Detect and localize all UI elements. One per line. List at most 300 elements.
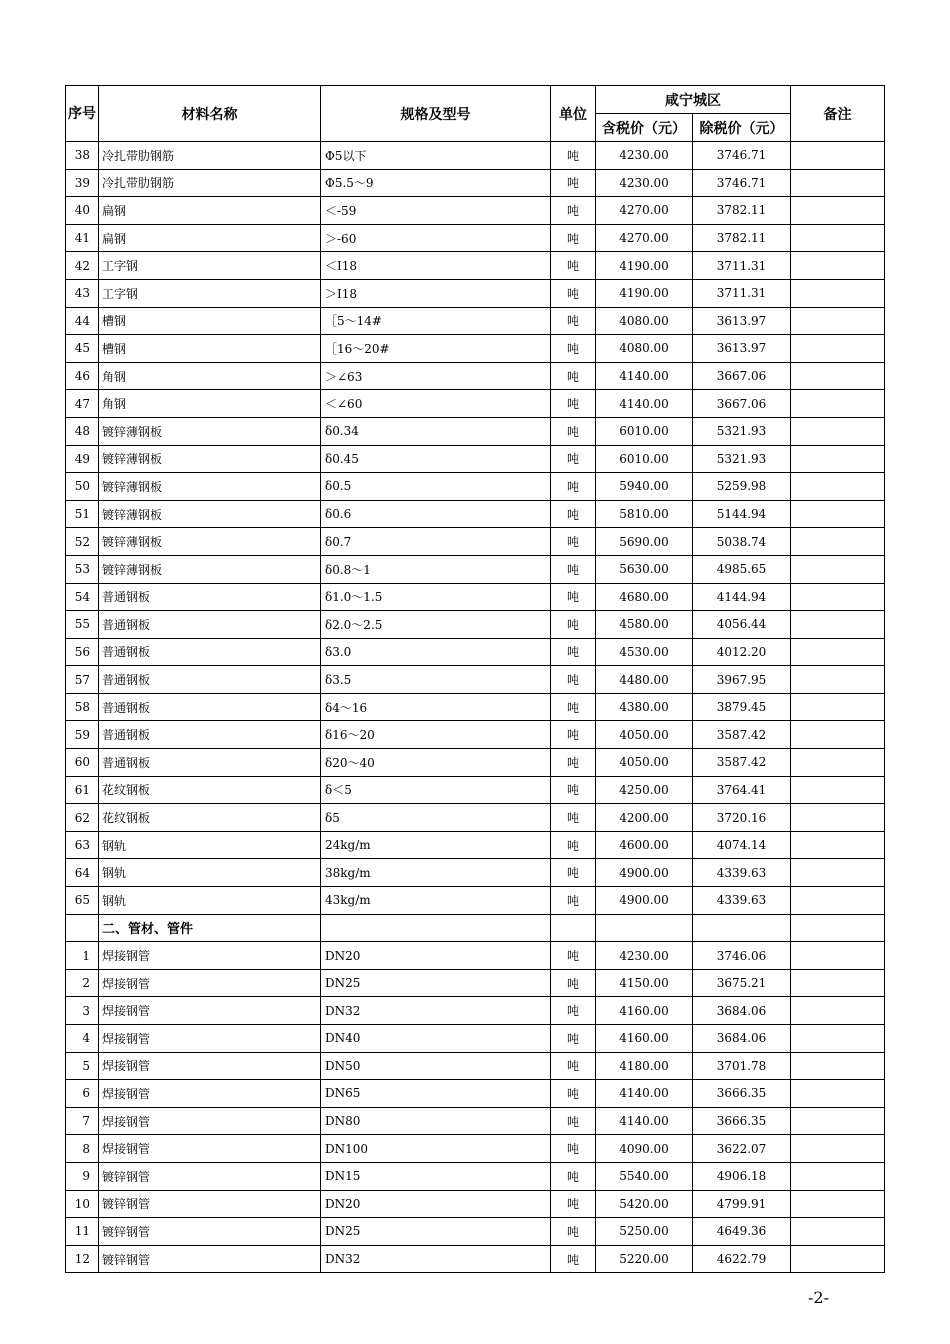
row-unit: 吨 <box>551 307 596 335</box>
row-price-without-tax: 3711.31 <box>693 252 791 280</box>
table-row <box>66 611 885 639</box>
row-material-name: 角钢 <box>99 390 321 418</box>
row-seq: 63 <box>66 831 99 859</box>
table-row <box>66 1080 885 1108</box>
row-seq: 6 <box>66 1080 99 1108</box>
row-price-without-tax: 3667.06 <box>693 362 791 390</box>
row-material-name: 焊接钢管 <box>99 969 321 997</box>
row-seq: 47 <box>66 390 99 418</box>
row-seq: 52 <box>66 528 99 556</box>
row-material-name: 镀锌薄钢板 <box>99 555 321 583</box>
row-price-with-tax: 4250.00 <box>596 776 693 804</box>
row-unit: 吨 <box>551 390 596 418</box>
row-seq: 39 <box>66 169 99 197</box>
row-spec: DN25 <box>321 969 551 997</box>
row-note <box>791 831 885 859</box>
row-spec: DN100 <box>321 1135 551 1163</box>
row-seq: 48 <box>66 417 99 445</box>
row-unit: 吨 <box>551 666 596 694</box>
row-seq: 58 <box>66 693 99 721</box>
table-row <box>66 583 885 611</box>
row-seq: 1 <box>66 942 99 970</box>
row-price-with-tax: 4900.00 <box>596 859 693 887</box>
row-price-with-tax: 4160.00 <box>596 997 693 1025</box>
table-row <box>66 417 885 445</box>
row-price-without-tax: 3764.41 <box>693 776 791 804</box>
row-note <box>791 224 885 252</box>
row-unit: 吨 <box>551 859 596 887</box>
row-material-name: 焊接钢管 <box>99 1025 321 1053</box>
row-unit: 吨 <box>551 1218 596 1246</box>
row-seq: 5 <box>66 1052 99 1080</box>
row-material-name: 槽钢 <box>99 307 321 335</box>
table-row <box>66 279 885 307</box>
table-row <box>66 500 885 528</box>
row-note <box>791 555 885 583</box>
row-price-with-tax: 4200.00 <box>596 804 693 832</box>
table-row <box>66 721 885 749</box>
row-note <box>791 390 885 418</box>
row-unit: 吨 <box>551 1080 596 1108</box>
row-price-without-tax: 3879.45 <box>693 693 791 721</box>
row-seq: 56 <box>66 638 99 666</box>
row-price-without-tax: 3746.71 <box>693 142 791 170</box>
row-spec: DN20 <box>321 1190 551 1218</box>
row-material-name: 工字钢 <box>99 252 321 280</box>
row-price-with-tax: 4180.00 <box>596 1052 693 1080</box>
row-spec: δ5 <box>321 804 551 832</box>
row-material-name: 钢轨 <box>99 859 321 887</box>
row-note <box>791 252 885 280</box>
row-price-without-tax: 3675.21 <box>693 969 791 997</box>
row-price-with-tax: 4140.00 <box>596 362 693 390</box>
row-price-without-tax: 4339.63 <box>693 859 791 887</box>
row-price-with-tax: 6010.00 <box>596 445 693 473</box>
row-seq: 45 <box>66 335 99 363</box>
row-unit: 吨 <box>551 473 596 501</box>
row-price-with-tax: 4150.00 <box>596 969 693 997</box>
row-note <box>791 997 885 1025</box>
row-seq: 54 <box>66 583 99 611</box>
row-note <box>791 969 885 997</box>
row-price-with-tax: 4190.00 <box>596 252 693 280</box>
row-note <box>791 1052 885 1080</box>
row-unit: 吨 <box>551 997 596 1025</box>
row-price-with-tax: 5250.00 <box>596 1218 693 1246</box>
row-price-without-tax: 4144.94 <box>693 583 791 611</box>
row-unit: 吨 <box>551 445 596 473</box>
row-note <box>791 1025 885 1053</box>
row-spec: DN40 <box>321 1025 551 1053</box>
table-row <box>66 1190 885 1218</box>
row-material-name: 镀锌薄钢板 <box>99 528 321 556</box>
table-row <box>66 445 885 473</box>
row-material-name: 焊接钢管 <box>99 997 321 1025</box>
row-material-name: 镀锌钢管 <box>99 1162 321 1190</box>
row-note <box>791 914 885 942</box>
row-spec: ［5～14# <box>321 307 551 335</box>
row-unit: 吨 <box>551 335 596 363</box>
row-material-name: 普通钢板 <box>99 749 321 777</box>
row-seq: 55 <box>66 611 99 639</box>
row-unit: 吨 <box>551 887 596 915</box>
row-spec: ［16～20# <box>321 335 551 363</box>
table-row <box>66 804 885 832</box>
row-material-name: 焊接钢管 <box>99 1080 321 1108</box>
row-unit: 吨 <box>551 362 596 390</box>
row-price-without-tax: 3622.07 <box>693 1135 791 1163</box>
header-seq: 序号 <box>66 86 99 142</box>
row-note <box>791 1080 885 1108</box>
row-price-without-tax: 3967.95 <box>693 666 791 694</box>
row-note <box>791 804 885 832</box>
row-price-without-tax: 3666.35 <box>693 1107 791 1135</box>
row-price-without-tax: 3613.97 <box>693 307 791 335</box>
row-price-with-tax: 5940.00 <box>596 473 693 501</box>
row-price-without-tax: 3684.06 <box>693 997 791 1025</box>
row-note <box>791 1190 885 1218</box>
table-row <box>66 362 885 390</box>
row-spec: DN32 <box>321 997 551 1025</box>
row-seq: 57 <box>66 666 99 694</box>
row-price-without-tax: 3711.31 <box>693 279 791 307</box>
header-note: 备注 <box>791 86 885 142</box>
row-unit <box>551 914 596 942</box>
row-spec: DN65 <box>321 1080 551 1108</box>
row-note <box>791 307 885 335</box>
row-price-without-tax: 4985.65 <box>693 555 791 583</box>
row-note <box>791 611 885 639</box>
table-row <box>66 1135 885 1163</box>
row-price-with-tax: 5810.00 <box>596 500 693 528</box>
row-material-name: 焊接钢管 <box>99 1135 321 1163</box>
row-note <box>791 666 885 694</box>
row-price-without-tax: 5038.74 <box>693 528 791 556</box>
row-seq: 7 <box>66 1107 99 1135</box>
row-seq: 49 <box>66 445 99 473</box>
table-body <box>66 142 885 1273</box>
row-seq: 53 <box>66 555 99 583</box>
row-price-with-tax: 4380.00 <box>596 693 693 721</box>
row-material-name: 扁钢 <box>99 197 321 225</box>
row-spec: δ0.34 <box>321 417 551 445</box>
row-note <box>791 583 885 611</box>
row-material-name: 焊接钢管 <box>99 1052 321 1080</box>
row-spec: ＜Ⅰ18 <box>321 252 551 280</box>
row-price-with-tax: 5420.00 <box>596 1190 693 1218</box>
row-material-name: 镀锌钢管 <box>99 1190 321 1218</box>
row-spec: 24kg/m <box>321 831 551 859</box>
row-spec: DN80 <box>321 1107 551 1135</box>
row-price-without-tax: 3720.16 <box>693 804 791 832</box>
row-price-with-tax: 4160.00 <box>596 1025 693 1053</box>
table-row <box>66 197 885 225</box>
row-unit: 吨 <box>551 555 596 583</box>
row-price-without-tax: 3667.06 <box>693 390 791 418</box>
row-spec: ＜-59 <box>321 197 551 225</box>
row-seq: 11 <box>66 1218 99 1246</box>
row-note <box>791 1162 885 1190</box>
row-unit: 吨 <box>551 417 596 445</box>
row-spec: δ20～40 <box>321 749 551 777</box>
row-seq: 40 <box>66 197 99 225</box>
row-price-with-tax: 5220.00 <box>596 1245 693 1273</box>
row-unit: 吨 <box>551 1245 596 1273</box>
row-material-name: 镀锌钢管 <box>99 1245 321 1273</box>
header-region: 咸宁城区 <box>596 86 791 114</box>
row-note <box>791 417 885 445</box>
row-seq: 61 <box>66 776 99 804</box>
row-unit: 吨 <box>551 721 596 749</box>
row-price-without-tax: 4074.14 <box>693 831 791 859</box>
row-seq: 42 <box>66 252 99 280</box>
row-seq: 64 <box>66 859 99 887</box>
row-seq: 51 <box>66 500 99 528</box>
row-price-without-tax: 4056.44 <box>693 611 791 639</box>
row-unit: 吨 <box>551 583 596 611</box>
page-number: -2- <box>808 1288 829 1307</box>
table-row <box>66 638 885 666</box>
row-unit: 吨 <box>551 224 596 252</box>
row-note <box>791 142 885 170</box>
row-price-with-tax: 5630.00 <box>596 555 693 583</box>
row-note <box>791 887 885 915</box>
row-spec: δ3.0 <box>321 638 551 666</box>
table-row <box>66 776 885 804</box>
row-unit: 吨 <box>551 500 596 528</box>
row-unit: 吨 <box>551 611 596 639</box>
table-row <box>66 224 885 252</box>
row-spec: Φ5以下 <box>321 142 551 170</box>
table-row <box>66 473 885 501</box>
row-seq: 62 <box>66 804 99 832</box>
row-material-name: 镀锌钢管 <box>99 1218 321 1246</box>
row-spec: δ16～20 <box>321 721 551 749</box>
row-spec: DN25 <box>321 1218 551 1246</box>
row-note <box>791 942 885 970</box>
row-price-with-tax: 4140.00 <box>596 1107 693 1135</box>
row-price-with-tax: 4600.00 <box>596 831 693 859</box>
row-spec: δ0.8～1 <box>321 555 551 583</box>
row-spec <box>321 914 551 942</box>
row-material-name: 槽钢 <box>99 335 321 363</box>
row-seq: 43 <box>66 279 99 307</box>
row-unit: 吨 <box>551 1107 596 1135</box>
row-note <box>791 776 885 804</box>
row-price-without-tax: 3684.06 <box>693 1025 791 1053</box>
row-spec: δ4～16 <box>321 693 551 721</box>
row-price-with-tax: 4190.00 <box>596 279 693 307</box>
row-unit: 吨 <box>551 638 596 666</box>
table-row <box>66 1218 885 1246</box>
header-spec: 规格及型号 <box>321 86 551 142</box>
row-material-name: 二、管材、管件 <box>99 914 321 942</box>
table-row <box>66 307 885 335</box>
row-price-with-tax: 6010.00 <box>596 417 693 445</box>
row-spec: ＞-60 <box>321 224 551 252</box>
table-row <box>66 666 885 694</box>
row-note <box>791 638 885 666</box>
table-row <box>66 142 885 170</box>
table-row <box>66 693 885 721</box>
row-note <box>791 473 885 501</box>
row-unit: 吨 <box>551 142 596 170</box>
row-unit: 吨 <box>551 528 596 556</box>
row-unit: 吨 <box>551 804 596 832</box>
row-unit: 吨 <box>551 942 596 970</box>
row-unit: 吨 <box>551 197 596 225</box>
row-material-name: 角钢 <box>99 362 321 390</box>
row-note <box>791 500 885 528</box>
row-note <box>791 749 885 777</box>
row-note <box>791 528 885 556</box>
row-unit: 吨 <box>551 1162 596 1190</box>
table-row <box>66 831 885 859</box>
row-seq: 4 <box>66 1025 99 1053</box>
row-price-with-tax: 5690.00 <box>596 528 693 556</box>
row-note <box>791 721 885 749</box>
row-seq: 60 <box>66 749 99 777</box>
row-price-without-tax: 3666.35 <box>693 1080 791 1108</box>
row-material-name: 普通钢板 <box>99 666 321 694</box>
table-row <box>66 1162 885 1190</box>
row-price-without-tax: 4799.91 <box>693 1190 791 1218</box>
table-row <box>66 335 885 363</box>
row-note <box>791 693 885 721</box>
row-note <box>791 1218 885 1246</box>
header-price-with-tax: 含税价（元） <box>596 114 693 142</box>
row-spec: δ1.0～1.5 <box>321 583 551 611</box>
table-row <box>66 859 885 887</box>
row-price-without-tax: 4649.36 <box>693 1218 791 1246</box>
row-seq: 50 <box>66 473 99 501</box>
row-spec: δ0.6 <box>321 500 551 528</box>
row-price-with-tax: 4900.00 <box>596 887 693 915</box>
row-spec: δ0.45 <box>321 445 551 473</box>
row-material-name: 镀锌薄钢板 <box>99 500 321 528</box>
table-row <box>66 749 885 777</box>
row-price-without-tax: 3746.06 <box>693 942 791 970</box>
row-seq: 2 <box>66 969 99 997</box>
header-price-without-tax: 除税价（元） <box>693 114 791 142</box>
table-row <box>66 390 885 418</box>
row-seq: 59 <box>66 721 99 749</box>
table-row <box>66 969 885 997</box>
row-note <box>791 859 885 887</box>
row-price-with-tax: 4140.00 <box>596 1080 693 1108</box>
row-price-with-tax: 4270.00 <box>596 197 693 225</box>
row-price-with-tax: 4090.00 <box>596 1135 693 1163</box>
row-seq <box>66 914 99 942</box>
row-note <box>791 169 885 197</box>
row-spec: δ0.7 <box>321 528 551 556</box>
table-row <box>66 887 885 915</box>
row-price-with-tax: 4270.00 <box>596 224 693 252</box>
row-price-without-tax: 3782.11 <box>693 224 791 252</box>
row-price-with-tax: 4230.00 <box>596 169 693 197</box>
table-row <box>66 555 885 583</box>
table-row <box>66 169 885 197</box>
row-spec: δ0.5 <box>321 473 551 501</box>
table-row <box>66 1052 885 1080</box>
row-price-without-tax: 3746.71 <box>693 169 791 197</box>
row-unit: 吨 <box>551 169 596 197</box>
row-note <box>791 362 885 390</box>
section-row <box>66 914 885 942</box>
row-spec: DN50 <box>321 1052 551 1080</box>
row-price-with-tax: 4230.00 <box>596 942 693 970</box>
row-material-name: 普通钢板 <box>99 638 321 666</box>
row-material-name: 镀锌薄钢板 <box>99 417 321 445</box>
row-note <box>791 197 885 225</box>
row-seq: 10 <box>66 1190 99 1218</box>
row-seq: 41 <box>66 224 99 252</box>
row-price-without-tax: 4012.20 <box>693 638 791 666</box>
row-seq: 12 <box>66 1245 99 1273</box>
row-unit: 吨 <box>551 831 596 859</box>
table-row <box>66 1107 885 1135</box>
table-row <box>66 997 885 1025</box>
price-table <box>65 85 885 1273</box>
row-price-with-tax: 5540.00 <box>596 1162 693 1190</box>
row-price-with-tax: 4050.00 <box>596 749 693 777</box>
row-price-with-tax: 4680.00 <box>596 583 693 611</box>
row-price-with-tax: 4580.00 <box>596 611 693 639</box>
row-material-name: 扁钢 <box>99 224 321 252</box>
row-material-name: 普通钢板 <box>99 721 321 749</box>
row-material-name: 普通钢板 <box>99 583 321 611</box>
table-row <box>66 942 885 970</box>
row-material-name: 工字钢 <box>99 279 321 307</box>
row-price-without-tax: 3701.78 <box>693 1052 791 1080</box>
row-price-without-tax: 3782.11 <box>693 197 791 225</box>
row-note <box>791 335 885 363</box>
row-material-name: 钢轨 <box>99 887 321 915</box>
header-unit: 单位 <box>551 86 596 142</box>
row-seq: 46 <box>66 362 99 390</box>
row-price-without-tax: 3587.42 <box>693 721 791 749</box>
row-price-without-tax: 5144.94 <box>693 500 791 528</box>
row-seq: 65 <box>66 887 99 915</box>
row-price-without-tax: 4339.63 <box>693 887 791 915</box>
row-spec: 38kg/m <box>321 859 551 887</box>
row-unit: 吨 <box>551 1025 596 1053</box>
row-price-without-tax: 3587.42 <box>693 749 791 777</box>
row-material-name: 普通钢板 <box>99 693 321 721</box>
row-price-without-tax: 4622.79 <box>693 1245 791 1273</box>
row-price-without-tax: 5259.98 <box>693 473 791 501</box>
row-material-name: 花纹钢板 <box>99 776 321 804</box>
header-material-name: 材料名称 <box>99 86 321 142</box>
row-price-without-tax: 3613.97 <box>693 335 791 363</box>
row-note <box>791 445 885 473</box>
row-price-without-tax: 5321.93 <box>693 445 791 473</box>
row-price-without-tax: 5321.93 <box>693 417 791 445</box>
row-seq: 44 <box>66 307 99 335</box>
row-note <box>791 1245 885 1273</box>
row-unit: 吨 <box>551 252 596 280</box>
table-row <box>66 1025 885 1053</box>
row-spec: δ＜5 <box>321 776 551 804</box>
row-unit: 吨 <box>551 1052 596 1080</box>
table-row <box>66 252 885 280</box>
row-material-name: 镀锌薄钢板 <box>99 445 321 473</box>
row-material-name: 镀锌薄钢板 <box>99 473 321 501</box>
row-material-name: 焊接钢管 <box>99 1107 321 1135</box>
row-spec: DN32 <box>321 1245 551 1273</box>
row-note <box>791 1107 885 1135</box>
row-spec: ＜∠60 <box>321 390 551 418</box>
